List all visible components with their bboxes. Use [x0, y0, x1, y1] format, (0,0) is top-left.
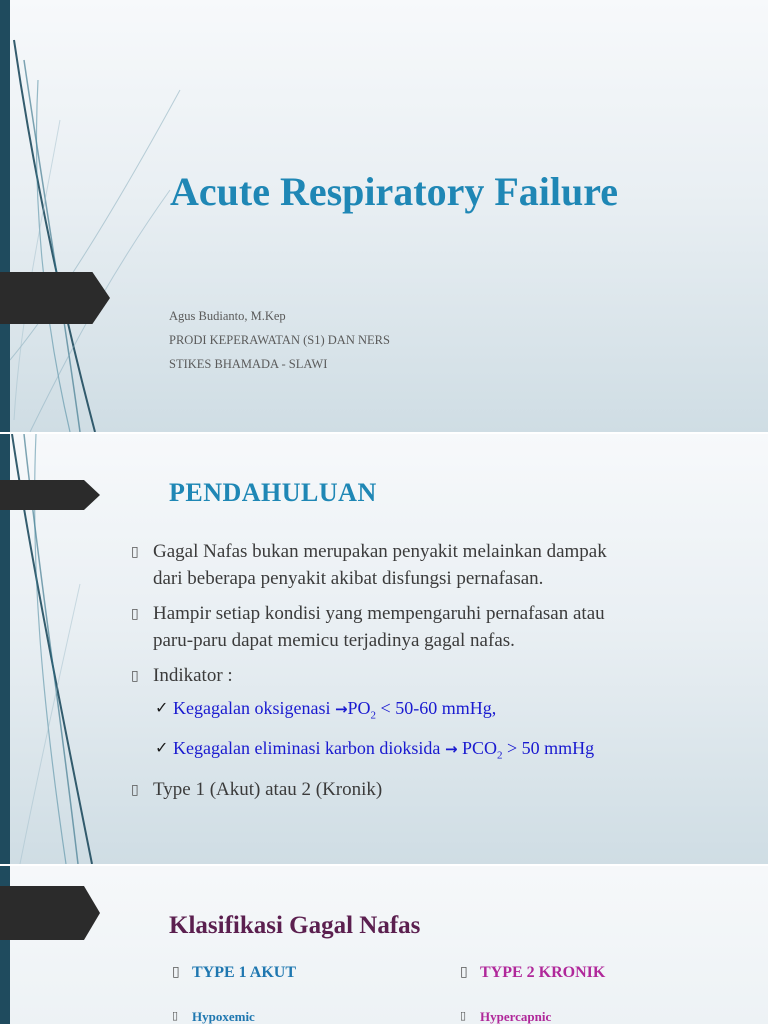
program-text: PRODI KEPERAWATAN (S1) DAN NERS [169, 333, 390, 347]
arrow-right-icon: → [444, 739, 458, 758]
type1-heading-text: TYPE 1 AKUT [192, 964, 297, 981]
check-icon: ✓ [155, 698, 169, 717]
hollow-square-bullet-icon: ▯ [172, 964, 180, 980]
arrow-tab [0, 480, 100, 510]
section-title: Klasifikasi Gagal Nafas [169, 912, 421, 939]
klasifikasi-slide [0, 866, 768, 1024]
hollow-square-bullet-icon: ▯ [460, 1009, 467, 1022]
bullet-text: paru-paru dapat memicu terjadinya gagal nafas. [153, 630, 515, 651]
hollow-square-bullet-icon: ▯ [172, 1009, 179, 1022]
bullet-text: Hampir setiap kondisi yang mempengaruhi pernafasan atau [153, 603, 605, 624]
type1-item-text: Hypoxemic [192, 1009, 255, 1024]
arrow-tab [0, 886, 100, 940]
list-item [131, 776, 731, 803]
threshold-value: > 50 mmHg [502, 737, 595, 758]
check-icon: ✓ [155, 737, 169, 757]
gas-label: PO [347, 698, 371, 718]
section-title: PENDAHULUAN [169, 478, 377, 507]
arrow-right-icon: → [334, 700, 348, 718]
hollow-square-bullet-icon: ▯ [131, 668, 139, 684]
list-item [131, 662, 731, 768]
list-item [131, 538, 731, 592]
hollow-square-bullet-icon: ▯ [131, 782, 139, 799]
indicator-text: Kegagalan oksigenasi [173, 698, 335, 718]
type2-heading-text: TYPE 2 KRONIK [480, 964, 606, 981]
type1-heading [172, 962, 296, 984]
bullet-text: dari beberapa penyakit akibat disfungsi pernafasan. [153, 568, 544, 589]
subtitle-block [169, 304, 390, 376]
type2-column [460, 962, 605, 1024]
type2-heading [460, 962, 605, 984]
author-text: Agus Budianto, M.Kep [169, 309, 286, 323]
list-item [131, 600, 731, 654]
title-slide [0, 0, 768, 432]
arrow-tab [0, 272, 110, 324]
subscript: 2 [497, 749, 503, 762]
type1-column [172, 962, 296, 1024]
bullet-list [131, 538, 731, 811]
type2-item-text: Hypercapnic [480, 1009, 552, 1024]
edge-bar [0, 0, 10, 432]
threshold-value: < 50-60 mmHg, [376, 698, 497, 718]
indicator-text: Kegagalan eliminasi karbon dioksida [173, 737, 445, 758]
indicator-item [153, 695, 731, 729]
indicator-list [153, 695, 731, 768]
hollow-square-bullet-icon: ▯ [460, 964, 468, 980]
hollow-square-bullet-icon: ▯ [131, 544, 139, 560]
bullet-text: Type 1 (Akut) atau 2 (Kronik) [153, 779, 383, 801]
subscript: 2 [370, 709, 377, 722]
type2-item [460, 1008, 605, 1024]
gas-label: PCO [457, 737, 498, 758]
institution-text: STIKES BHAMADA - SLAWI [169, 357, 328, 371]
hollow-square-bullet-icon: ▯ [131, 606, 139, 622]
slide-title: Acute Respiratory Failure [170, 169, 619, 214]
bullet-text: Indikator : [153, 665, 233, 686]
bullet-text: Gagal Nafas bukan merupakan penyakit melainkan dampak [153, 541, 607, 562]
type1-item [172, 1008, 296, 1024]
indicator-item [153, 735, 731, 769]
